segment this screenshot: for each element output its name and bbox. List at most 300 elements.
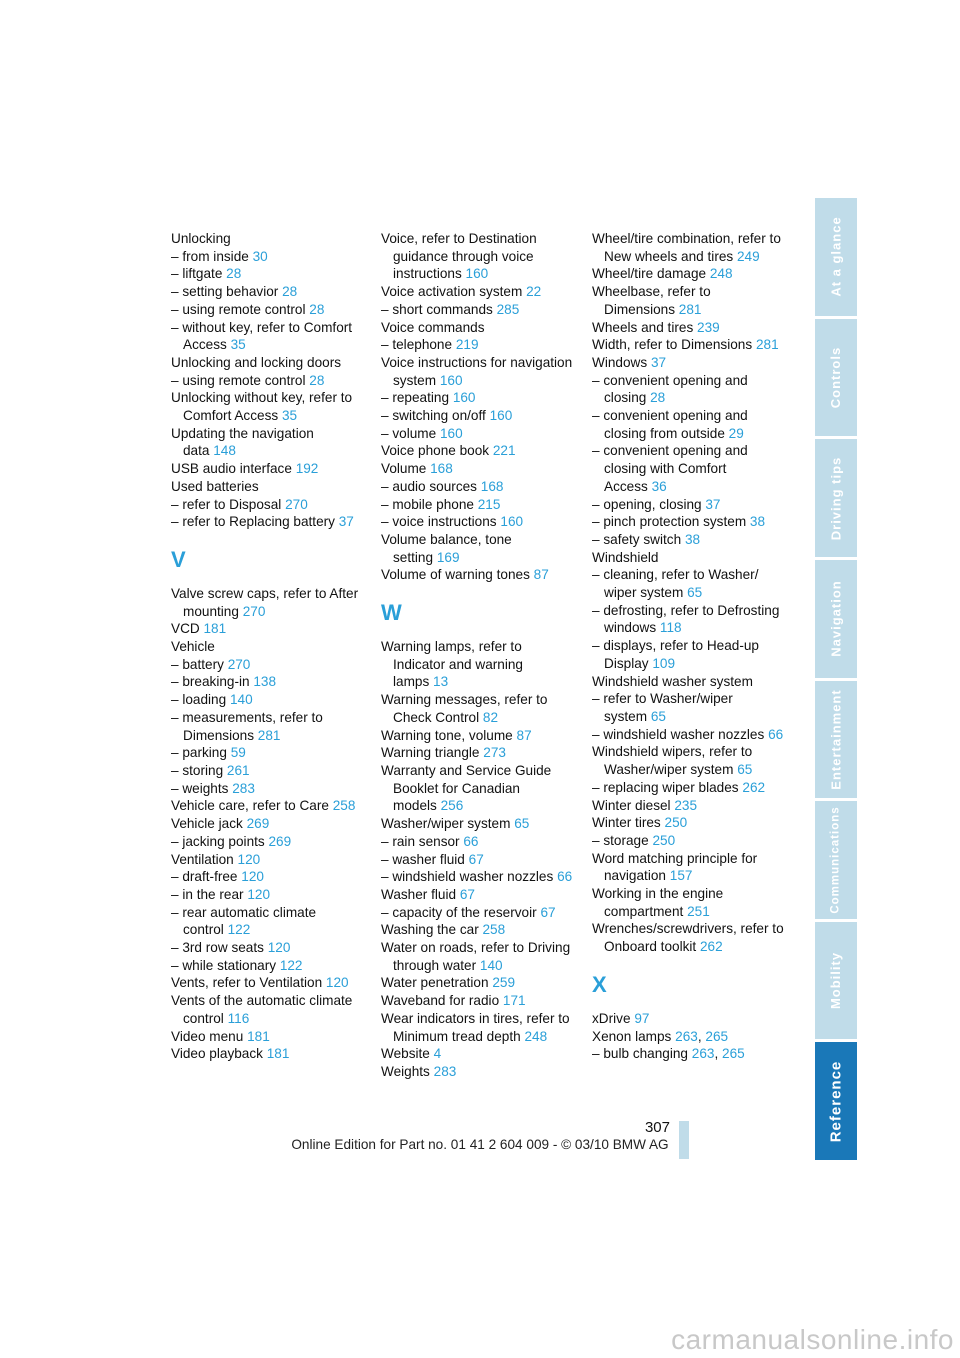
index-entry xyxy=(592,920,784,955)
index-term: Waveband for radio xyxy=(381,993,500,1009)
index-entry xyxy=(592,743,784,778)
index-entry xyxy=(171,1045,363,1063)
index-term: – measurements, refer to Dimensions xyxy=(171,709,323,743)
index-entry xyxy=(592,832,784,850)
index-term: Windshield wipers, refer to Washer/wiper system xyxy=(592,744,753,778)
index-term: Vehicle xyxy=(171,639,215,655)
page-link[interactable]: 219 xyxy=(455,337,479,353)
index-entry xyxy=(592,1010,784,1028)
index-entry xyxy=(381,566,573,584)
index-entry xyxy=(381,389,573,407)
index-entry xyxy=(592,850,784,885)
page-link[interactable]: 181 xyxy=(247,1028,270,1044)
index-term: – safety switch xyxy=(592,531,682,547)
index-entry xyxy=(171,265,363,283)
page-link[interactable]: 140 xyxy=(479,957,503,973)
index-term: Voice, refer to Destination guidance through voice instructions xyxy=(381,231,537,282)
index-term: – washer fluid xyxy=(381,851,465,867)
tab-at-a-glance[interactable] xyxy=(815,198,857,316)
page-link[interactable]: 171 xyxy=(502,993,526,1009)
index-entry xyxy=(592,496,784,514)
index-term: – rear automatic climate control xyxy=(171,904,317,938)
index-term: – audio sources xyxy=(381,478,477,494)
index-term: Washing the car xyxy=(381,922,479,938)
index-entry xyxy=(592,265,784,283)
index-entry xyxy=(381,230,573,283)
page-link[interactable]: 38 xyxy=(749,514,766,530)
page-link[interactable]: 28 xyxy=(650,390,666,406)
tab-label: Driving tips xyxy=(828,456,844,540)
index-entry xyxy=(381,425,573,443)
index-entry xyxy=(171,939,363,957)
index-entry xyxy=(381,301,573,319)
index-entry xyxy=(171,957,363,975)
index-term: Wheel/tire combination, refer to New wheels and tires xyxy=(592,231,781,264)
page-link[interactable]: 269 xyxy=(246,816,270,832)
index-term: – cleaning, refer to Washer/ wiper system xyxy=(592,567,759,601)
index-term: – in the rear xyxy=(171,886,244,902)
index-entry xyxy=(592,673,784,691)
index-entry xyxy=(381,460,573,478)
page-link[interactable]: 168 xyxy=(480,478,504,494)
index-entry xyxy=(592,797,784,815)
index-entry xyxy=(592,283,784,318)
index-term: Warning messages, refer to Check Control xyxy=(381,692,548,725)
index-entry xyxy=(592,513,784,531)
page-link[interactable]: 65 xyxy=(737,762,753,778)
page-link[interactable]: 67 xyxy=(540,904,556,920)
section-tabs xyxy=(815,198,857,1160)
index-term: Vehicle care, refer to Care xyxy=(171,798,329,814)
index-term: Vents of the automatic climate control xyxy=(171,993,353,1026)
index-term: – breaking-in xyxy=(171,674,250,690)
page-link[interactable]: 160 xyxy=(439,372,463,388)
tab-navigation[interactable] xyxy=(815,560,857,678)
page-link[interactable]: 30 xyxy=(252,248,268,264)
index-entry xyxy=(171,886,363,904)
index-entry xyxy=(381,638,573,691)
index-term: Windshield xyxy=(592,549,659,565)
page-link[interactable]: 35 xyxy=(281,408,298,424)
index-term: Windows xyxy=(592,354,648,370)
index-entry xyxy=(171,389,363,424)
index-term: – storage xyxy=(592,832,649,848)
index-term: Volume balance, tone setting xyxy=(381,531,512,565)
index-term: Voice commands xyxy=(381,319,485,335)
tab-driving-tips[interactable] xyxy=(815,439,857,557)
page-link[interactable]: 29 xyxy=(728,425,744,441)
tab-label: Entertainment xyxy=(828,689,844,790)
index-term: Warranty and Service Guide Booklet for Canadian models xyxy=(381,762,552,814)
index-term: – without key, refer to Comfort Access xyxy=(171,319,353,353)
page-link[interactable]: 87 xyxy=(533,567,549,583)
page-link[interactable]: 281 xyxy=(257,727,281,743)
index-term: Winter tires xyxy=(592,815,661,831)
page-link[interactable]: 256 xyxy=(440,798,464,814)
index-entry xyxy=(381,762,573,815)
tab-label: At a glance xyxy=(828,216,844,297)
index-entry xyxy=(381,744,573,762)
page-link[interactable]: 269 xyxy=(268,833,292,849)
index-entry xyxy=(171,496,363,514)
index-term: – parking xyxy=(171,745,227,761)
page-link[interactable]: 120 xyxy=(247,886,271,902)
index-column-3 xyxy=(592,230,784,1063)
index-term: VCD xyxy=(171,621,200,637)
index-entry xyxy=(381,921,573,939)
page-link[interactable]: 65 xyxy=(687,585,703,601)
page-link[interactable]: 157 xyxy=(669,868,693,884)
index-entry xyxy=(381,1063,573,1081)
index-entry xyxy=(381,939,573,974)
index-entry xyxy=(381,868,573,886)
index-term: – convenient opening and closing from outside xyxy=(592,408,748,441)
index-term: Website xyxy=(381,1046,430,1062)
index-entry xyxy=(171,974,363,992)
page-link[interactable]: 38 xyxy=(684,531,701,547)
tab-communications[interactable] xyxy=(815,801,857,919)
index-term: Water on roads, refer to Driving through water xyxy=(381,940,571,973)
page-link[interactable]: 22 xyxy=(526,284,542,300)
index-column-1 xyxy=(171,230,363,1063)
index-term: – loading xyxy=(171,692,227,708)
page-link[interactable]: 67 xyxy=(468,851,484,867)
index-entry xyxy=(592,566,784,601)
page-link[interactable]: 148 xyxy=(213,443,236,459)
index-letter-heading: W xyxy=(381,600,402,626)
index-term: Warning tone, volume xyxy=(381,727,513,743)
index-term: Xenon lamps xyxy=(592,1028,672,1044)
index-entry xyxy=(171,319,363,354)
page-link[interactable]: 140 xyxy=(229,692,253,708)
tab-entertainment[interactable] xyxy=(815,681,857,799)
page-link[interactable]: 270 xyxy=(242,603,266,619)
page-link[interactable]: 37 xyxy=(650,354,667,370)
index-term: – short commands xyxy=(381,301,493,317)
page-link[interactable]: 259 xyxy=(492,975,516,991)
index-entry xyxy=(592,885,784,920)
index-term: Voice activation system xyxy=(381,284,523,300)
index-entry xyxy=(171,815,363,833)
index-entry xyxy=(592,637,784,672)
page-link[interactable]: 36 xyxy=(651,478,667,494)
index-term: Wheels and tires xyxy=(592,319,694,335)
page-link[interactable]: 263 xyxy=(691,1046,715,1062)
index-term: – storing xyxy=(171,762,224,778)
index-entry xyxy=(171,354,363,372)
page-link[interactable]: 248 xyxy=(709,266,733,282)
index-term: Water penetration xyxy=(381,975,489,991)
index-term: Vehicle jack xyxy=(171,816,243,832)
index-term: – capacity of the reservoir xyxy=(381,904,537,920)
index-entry xyxy=(171,513,363,531)
index-entry xyxy=(592,230,784,265)
index-entry xyxy=(171,620,363,638)
index-term: – using remote control xyxy=(171,301,306,317)
index-term: Word matching principle for navigation xyxy=(592,850,758,884)
index-term: USB audio interface xyxy=(171,461,292,477)
tab-label: Reference xyxy=(827,1060,845,1142)
index-entry xyxy=(381,974,573,992)
index-term: Wheelbase, refer to Dimensions xyxy=(592,284,711,317)
index-entry xyxy=(381,531,573,566)
index-entry xyxy=(592,372,784,407)
index-entry xyxy=(171,709,363,744)
index-term: Updating the navigation data xyxy=(171,425,314,459)
tab-label: Communications xyxy=(830,806,843,914)
tab-controls[interactable] xyxy=(815,319,857,437)
page-link[interactable]: 181 xyxy=(266,1046,290,1062)
index-term: Used batteries xyxy=(171,478,259,494)
index-entry xyxy=(171,673,363,691)
index-entry xyxy=(171,478,363,496)
index-term: Volume xyxy=(381,461,427,477)
page-link[interactable]: 192 xyxy=(295,461,319,477)
page-link[interactable]: 65 xyxy=(650,708,666,724)
page-link[interactable]: 169 xyxy=(436,549,460,565)
index-entry xyxy=(171,372,363,390)
index-term: Ventilation xyxy=(171,851,234,867)
index-entry xyxy=(592,354,784,372)
index-term: – refer to Disposal xyxy=(171,496,282,512)
page-link[interactable]: 28 xyxy=(226,266,242,282)
page-link[interactable]: 66 xyxy=(463,833,479,849)
index-term: – rain sensor xyxy=(381,833,460,849)
index-entry xyxy=(171,638,363,656)
index-term: – jacking points xyxy=(171,833,265,849)
page-link[interactable]: 235 xyxy=(674,797,698,813)
index-entry xyxy=(592,319,784,337)
index-term: – bulb changing xyxy=(592,1046,688,1062)
index-entry xyxy=(381,691,573,726)
page-link[interactable]: 168 xyxy=(430,461,453,477)
tab-mobility[interactable] xyxy=(815,922,857,1040)
page-link[interactable]: 262 xyxy=(742,779,766,795)
index-term: – liftgate xyxy=(171,266,223,282)
index-entry xyxy=(381,886,573,904)
index-term: – convenient opening and closing with Comfort Access xyxy=(592,443,748,494)
index-term: Voice instructions for navigation system xyxy=(381,354,573,388)
page-link[interactable]: 215 xyxy=(477,496,501,512)
index-term: – from inside xyxy=(171,248,249,264)
page-link[interactable]: 250 xyxy=(664,815,688,831)
page-link[interactable]: 67 xyxy=(459,886,475,902)
index-term: Valve screw caps, refer to After mounting xyxy=(171,585,359,619)
page-link[interactable]: 4 xyxy=(433,1046,442,1062)
index-entry: – bulb changing 263, 265 xyxy=(592,1046,745,1062)
index-term: Windshield washer system xyxy=(592,673,753,689)
page-link[interactable]: 82 xyxy=(482,709,499,725)
index-term: – convenient opening and closing xyxy=(592,372,748,406)
page-link[interactable]: 13 xyxy=(433,674,449,690)
page-link[interactable]: 281 xyxy=(755,337,779,353)
index-entry xyxy=(171,691,363,709)
page-link[interactable]: 181 xyxy=(203,621,227,637)
index-entry xyxy=(171,744,363,762)
page-link[interactable]: 28 xyxy=(309,301,325,317)
index-term: – refer to Washer/wiper system xyxy=(592,691,733,724)
index-letter-heading: V xyxy=(171,546,186,572)
page-link[interactable]: 138 xyxy=(253,674,277,690)
page-link[interactable]: 283 xyxy=(433,1063,457,1079)
index-term: – opening, closing xyxy=(592,496,702,512)
index-term: Width, refer to Dimensions xyxy=(592,337,753,353)
index-term: Vents, refer to Ventilation xyxy=(171,975,323,991)
index-entry xyxy=(592,407,784,442)
page-link[interactable]: 37 xyxy=(338,514,354,530)
index-column-2 xyxy=(381,230,573,1081)
index-entry xyxy=(381,727,573,745)
page-link[interactable]: 273 xyxy=(483,745,506,761)
page-link[interactable]: 109 xyxy=(652,655,676,671)
page-link[interactable]: 59 xyxy=(230,745,246,761)
index-entry xyxy=(381,815,573,833)
page-link[interactable]: 122 xyxy=(279,957,303,973)
index-entry xyxy=(171,283,363,301)
index-term: – mobile phone xyxy=(381,496,474,512)
page-link[interactable]: 160 xyxy=(489,408,513,424)
page-link[interactable]: 160 xyxy=(452,390,476,406)
index-entry xyxy=(171,460,363,478)
page-link[interactable]: 249 xyxy=(736,248,760,264)
page-link[interactable]: 281 xyxy=(678,301,702,317)
page-link[interactable]: 263 xyxy=(675,1028,698,1044)
index-entry xyxy=(381,336,573,354)
page-link[interactable]: 65 xyxy=(514,816,530,832)
page-link[interactable]: 251 xyxy=(687,903,710,919)
page-link[interactable]: 122 xyxy=(227,922,251,938)
page-link[interactable]: 160 xyxy=(500,514,524,530)
page-link[interactable]: 28 xyxy=(309,372,325,388)
index-term: – draft-free xyxy=(171,869,238,885)
index-entry xyxy=(592,531,784,549)
index-term: – displays, refer to Head-up Display xyxy=(592,638,759,671)
page-link[interactable]: 97 xyxy=(634,1010,650,1026)
page-link[interactable]: 261 xyxy=(226,762,250,778)
page-link[interactable]: 270 xyxy=(227,656,251,672)
page-link[interactable]: 160 xyxy=(439,425,463,441)
index-term: Unlocking xyxy=(171,231,231,246)
page-link[interactable]: 270 xyxy=(285,496,308,512)
index-entry xyxy=(171,797,363,815)
index-term: – switching on/off xyxy=(381,408,486,424)
footer-edition-text: Online Edition for Part no. 01 41 2 604 009 - © 03/10 BMW AG xyxy=(291,1137,669,1152)
index-term: – voice instructions xyxy=(381,514,497,530)
index-entry xyxy=(592,690,784,725)
index-term: Video menu xyxy=(171,1028,244,1044)
index-term: – setting behavior xyxy=(171,284,279,300)
index-entry xyxy=(171,780,363,798)
tab-label: Navigation xyxy=(828,580,844,657)
page-link[interactable]: 87 xyxy=(516,727,532,743)
page-link[interactable]: 35 xyxy=(230,337,246,353)
index-term: Voice phone book xyxy=(381,443,490,459)
index-term: – pinch protection system xyxy=(592,514,747,530)
index-entry xyxy=(381,407,573,425)
page-link[interactable]: 160 xyxy=(465,266,489,282)
page-link[interactable]: 265 xyxy=(705,1028,729,1044)
page-link[interactable]: 258 xyxy=(482,922,506,938)
index-entry xyxy=(381,513,573,531)
index-term: – while stationary xyxy=(171,957,277,973)
index-entry xyxy=(381,1045,573,1063)
page-link[interactable]: 37 xyxy=(705,496,721,512)
index-entry xyxy=(171,833,363,851)
index-entry xyxy=(381,478,573,496)
index-entry xyxy=(171,248,363,266)
index-term: – repeating xyxy=(381,390,450,406)
index-entry xyxy=(592,549,784,567)
index-term: Wear indicators in tires, refer to Minimum tread depth xyxy=(381,1010,570,1044)
index-term: Unlocking and locking doors xyxy=(171,354,342,370)
page-link[interactable]: 250 xyxy=(652,832,676,848)
index-term: Volume of warning tones xyxy=(381,567,530,583)
index-term: Video playback xyxy=(171,1046,263,1062)
index-term: – replacing wiper blades xyxy=(592,779,739,795)
index-term: – using remote control xyxy=(171,372,306,388)
index-entry xyxy=(592,336,784,354)
page-link[interactable]: 120 xyxy=(241,869,264,885)
index-term: Warning lamps, refer to Indicator and warning lamps xyxy=(381,639,523,690)
index-term: – telephone xyxy=(381,337,453,353)
page-link[interactable]: 120 xyxy=(237,851,261,867)
page-link[interactable]: 248 xyxy=(524,1028,548,1044)
page-link[interactable]: 265 xyxy=(722,1046,745,1062)
tab-label: Mobility xyxy=(828,952,844,1010)
index-entry xyxy=(592,726,784,744)
index-term: Weights xyxy=(381,1063,430,1079)
page-link[interactable]: 285 xyxy=(496,301,520,317)
page-number: 307 xyxy=(644,1119,670,1136)
index-entry xyxy=(592,814,784,832)
page-link[interactable]: 262 xyxy=(699,939,723,955)
page-link[interactable]: 120 xyxy=(267,940,291,956)
index-entry xyxy=(171,762,363,780)
index-entry xyxy=(381,1010,573,1045)
page-link[interactable]: 221 xyxy=(492,443,516,459)
index-entry xyxy=(171,904,363,939)
index-entry xyxy=(171,230,363,248)
index-term: – volume xyxy=(381,425,437,441)
index-entry xyxy=(171,851,363,869)
index-term: Warning triangle xyxy=(381,745,480,761)
index-term: – windshield washer nozzles xyxy=(381,869,554,885)
page-link[interactable]: 239 xyxy=(697,319,720,335)
index-term: Washer fluid xyxy=(381,886,457,902)
page-link[interactable]: 258 xyxy=(332,798,356,814)
index-entry xyxy=(381,992,573,1010)
page-link[interactable]: 118 xyxy=(659,620,682,636)
index-entry xyxy=(381,283,573,301)
index-entry xyxy=(171,868,363,886)
page-link[interactable]: 28 xyxy=(282,284,298,300)
page-link[interactable]: 120 xyxy=(325,975,349,991)
index-letter-heading: X xyxy=(592,971,607,997)
index-entry xyxy=(171,656,363,674)
page-link[interactable]: 116 xyxy=(227,1010,250,1026)
page-link[interactable]: 283 xyxy=(232,780,255,796)
index-term: – defrosting, refer to Defrosting windows xyxy=(592,602,780,636)
page-link[interactable]: 66 xyxy=(557,869,573,885)
page-link[interactable]: 66 xyxy=(768,726,784,742)
index-entry xyxy=(171,1028,363,1046)
index-term: Wheel/tire damage xyxy=(592,266,707,282)
index-entry xyxy=(381,496,573,514)
index-entry xyxy=(171,425,363,460)
index-entry xyxy=(381,442,573,460)
index-term: – windshield washer nozzles xyxy=(592,726,765,742)
index-entry xyxy=(171,301,363,319)
